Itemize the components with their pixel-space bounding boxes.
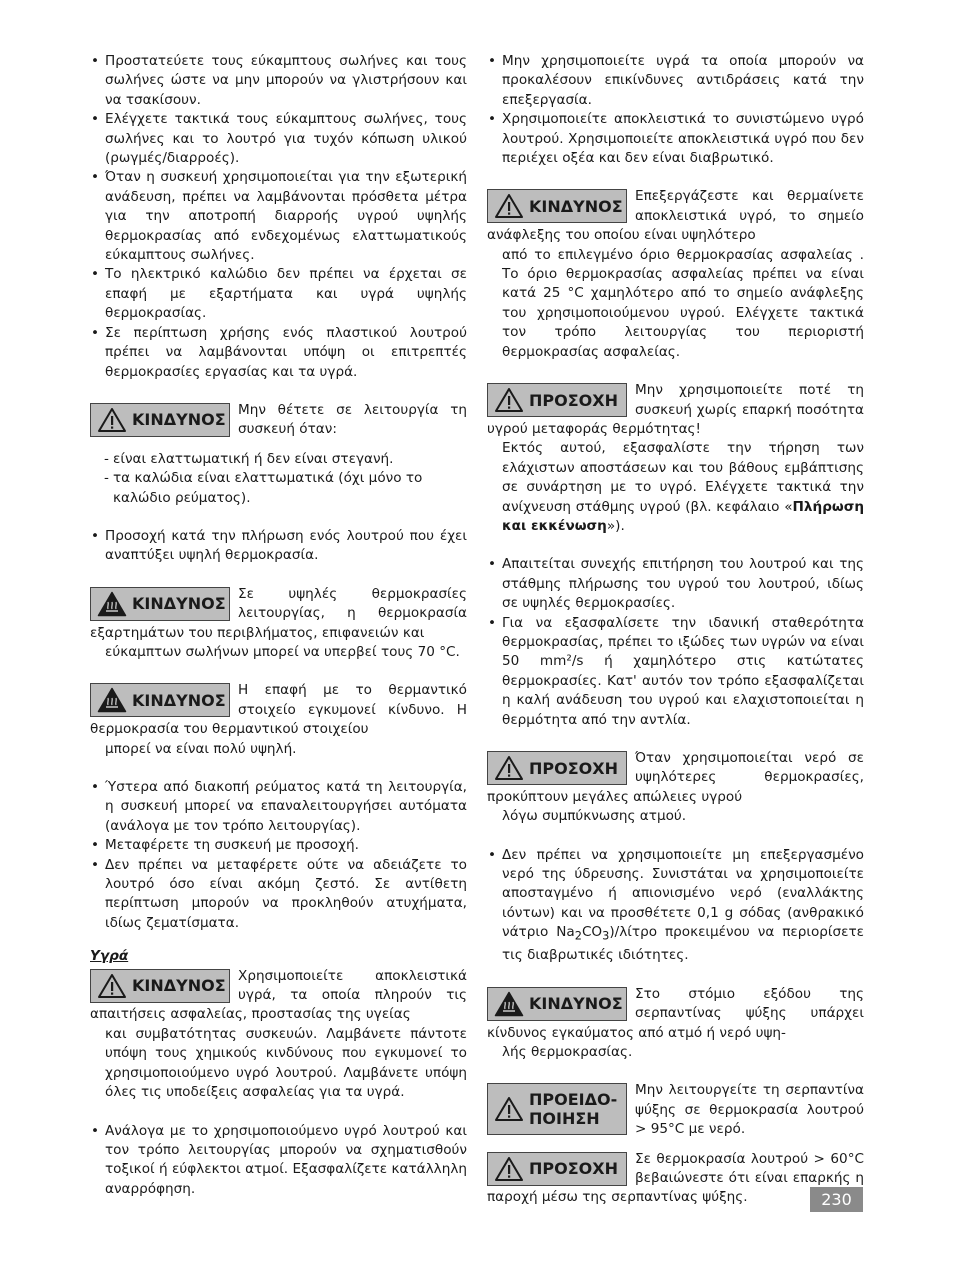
danger-notice: [90, 967, 467, 1103]
spacer: [90, 759, 467, 778]
warning-badge: [487, 1083, 627, 1135]
notice-text-continued: εύκαμπτων σωλήνων μπορεί να υπερβεί τους 70 °C.: [105, 643, 460, 660]
spacer: [90, 566, 467, 585]
spacer: [90, 662, 467, 681]
notice-text-continued: λής θερμοκρασίας.: [502, 1044, 633, 1060]
danger-badge: [90, 587, 230, 621]
badge-label: ΚΙΝΔΥΝΟΣ: [132, 976, 226, 996]
spacer: [90, 382, 467, 401]
list-item: • Για να εξασφαλίσετε την ιδανική σταθερότητα θερμοκρασίας, πρέπει το ιξώδες των υγρών να είναι 50 mm²/s ή χαμηλότερο στις κατώτατες θερμοκρασίες. Κατ' αυτόν τον τρόπο εξασφαλίζεται η καλή ανάδευση του υγρού και ελαχιστοποιείται η θερμότητα από την αντλία.: [487, 614, 864, 730]
spacer: [90, 933, 467, 943]
danger-notice: [90, 585, 467, 663]
warning-triangle-icon: [494, 755, 524, 781]
warning-notice: [487, 1081, 864, 1139]
list-item: • Προστατεύετε τους εύκαμπτους σωλήνες και τους σωλήνες ώστε να μην μπορούν να γλιστρήσουν και να τσακίσουν.: [90, 52, 467, 110]
spacer: [487, 362, 864, 381]
bullet-list: [90, 778, 467, 933]
bullet-list: [90, 1122, 467, 1200]
text-part: CO: [581, 924, 603, 941]
warning-triangle-icon: [494, 193, 524, 219]
notice-text-part: Εκτός αυτού, εξασφαλίστε την τήρηση των ελάχιστων αποστάσεων και του βάθους εμβάπτισης σε συνάρτηση με το υγρό. Ελέγχετε τακτικά την ανίχνευση στάθμης υγρού (βλ. κεφάλαιο «: [502, 440, 864, 515]
notice-text-continued: λόγω συμπύκνωσης ατμού.: [502, 808, 687, 825]
badge-label: ΠΡΟΣΟΧΗ: [529, 758, 618, 778]
notice-text: Μην χρησιμοποιείτε ποτέ τη συσκευή χωρίς επαρκή ποσότητα υγρού μεταφοράς θερμότητας!: [487, 382, 864, 437]
list-item: • Απαιτείται συνεχής επιτήρηση του λουτρού και της στάθμης πλήρωσης του υγρού του λουτρού, ιδίως σε υψηλές θερμοκρασίες.: [487, 555, 864, 613]
text-part: Δεν πρέπει να χρησιμοποιείτε μη επεξεργασμένο νερό της ύδρευσης. Συνιστάται να χρησιμοποιείτε αποσταγμένο ή απιονισμένο νερό (εναλλάκτης ιόντων) και να προσθέτετε 0,1 g σόδας (ανθρακικό νάτριο Na: [502, 846, 864, 941]
warning-triangle-icon: [97, 407, 127, 433]
notice-text-continued: [487, 439, 864, 536]
notice-text: Επεξεργάζεστε και θερμαίνετε αποκλειστικά υγρό, το σημείο ανάφλεξης του οποίου είναι υψηλότερο: [487, 188, 864, 244]
caution-badge: [487, 1152, 627, 1186]
list-item: • Όταν η συσκευή χρησιμοποιείται για την εξωτερική ανάδευση, πρέπει να λαμβάνονται πρόσθετα μέτρα για την αποτροπή διαρροής υγρού υψηλής θερμοκρασίας από ενδεχομένως ελαττωματικούς εύκαμπτους σωλήνες.: [90, 168, 467, 265]
dash-list: [90, 450, 467, 508]
text-part: )/λίτρο προκειμένου να περιορίσετε τις διαβρωτικές ιδιότητες.: [502, 924, 865, 964]
bullet-list: [90, 52, 467, 382]
notice-text-continued: από το επιλεγμένο όριο θερμοκρασίας ασφαλείας . Το όριο θερμοκρασίας ασφαλείας πρέπει να είναι κατά 25 °C χαμηλότερο από το σημείο ανάφλεξης του χρησιμοποιούμενου υγρού. Ελέγχετε τακτικά τον τρόπο λειτουργίας του περιοριστή θερμοκρασίας ασφαλείας.: [502, 246, 864, 360]
badge-label: ΠΡΟΣΟΧΗ: [529, 390, 618, 410]
bullet-list: [487, 846, 864, 966]
danger-notice: [90, 401, 467, 440]
danger-badge: [487, 189, 627, 223]
bullet-list: [487, 555, 864, 730]
caution-badge: [487, 383, 627, 417]
badge-label-line: ΠΡΟΕΙΔΟ-: [529, 1090, 618, 1110]
notice-text-part: »).: [606, 517, 625, 534]
caution-notice: [487, 1150, 864, 1208]
notice-text: Μην λειτουργείτε τη σερπαντίνα ψύξης σε θερμοκρασία λουτρού > 95°C με νερό.: [635, 1082, 864, 1138]
spacer: [487, 730, 864, 749]
caution-badge: [487, 751, 627, 785]
page-number: 230: [810, 1187, 863, 1212]
list-item: - τα καλώδια είναι ελαττωματικά (όχι μόνο το καλώδιο ρεύματος).: [104, 469, 467, 508]
spacer: [487, 1140, 864, 1150]
hot-surface-icon: [97, 591, 127, 617]
list-item: • Μην χρησιμοποιείτε υγρά τα οποία μπορούν να προκαλέσουν επικίνδυνες αντιδράσεις κατά την επεξεργασία.: [487, 52, 864, 110]
list-item: • Το ηλεκτρικό καλώδιο δεν πρέπει να έρχεται σε επαφή με εξαρτήματα και υγρά υψηλής θερμοκρασίας.: [90, 265, 467, 323]
spacer: [487, 966, 864, 985]
warning-triangle-icon: [494, 387, 524, 413]
list-item: [487, 846, 864, 966]
section-heading: Υγρά: [90, 948, 129, 965]
list-item: • Μεταφέρετε τη συσκευή με προσοχή.: [90, 836, 467, 855]
badge-label: ΚΙΝΔΥΝΟΣ: [132, 690, 226, 710]
list-item: • Ανάλογα με το χρησιμοποιούμενο υγρό λουτρού και τον τρόπο λειτουργίας μπορούν να σχηματισθούν τοξικοί ή εύφλεκτοι ατμοί. Εξασφαλίζετε κατάλληλη αναρρόφηση.: [90, 1122, 467, 1200]
notice-text-continued: και συμβατότητας συσκευών. Λαμβάνετε πάντοτε υπόψη τους χημικούς κινδύνους που εγκυμονεί το χρησιμοποιούμενο υγρό λουτρού. Λαμβάνετε υπόψη όλες τις υποδείξεις ασφαλείας για τα υγρά.: [105, 1025, 467, 1101]
notice-text: Σε υψηλές θερμοκρασίες λειτουργίας, η θερμοκρασία εξαρτημάτων του περιβλήματος, επιφανειών και: [90, 585, 467, 641]
danger-notice: [487, 187, 864, 362]
spacer: [487, 1062, 864, 1081]
chapter-reference: Πλήρωση και εκκένωση: [502, 498, 864, 534]
notice-text: Στο στόμιο εξόδου της σερπαντίνας ψύξης υπάρχει κίνδυνος εγκαύματος από ατμό ή νερό υψη-: [487, 985, 864, 1041]
notice-text: Σε θερμοκρασία λουτρού > 60°C βεβαιώνεστε ότι είναι επαρκής η παροχή μέσω της σερπαντίνας ψύξης.: [487, 1150, 864, 1206]
hot-surface-icon: [494, 991, 524, 1017]
subscript: 3: [602, 928, 610, 943]
list-item: • Δεν πρέπει να μεταφέρετε ούτε να αδειάζετε το λουτρό όσο είναι ακόμη ζεστό. Σε αντίθετη περίπτωση μπορούν να προκληθούν ατυχήματα, ιδίως ζεματίσματα.: [90, 856, 467, 934]
list-item: • Ελέγχετε τακτικά τους εύκαμπτους σωλήνες, τους σωλήνες και το λουτρό για τυχόν κόπωση υλικού (ρωγμές/διαρροές).: [90, 110, 467, 168]
badge-label: [529, 1090, 617, 1128]
danger-badge: [487, 987, 627, 1021]
notice-text: Όταν χρησιμοποιείται νερό σε υψηλότερες θερμοκρασίες, προκύπτουν μεγάλες απώλειες υγρού: [487, 750, 864, 805]
badge-label: ΚΙΝΔΥΝΟΣ: [529, 994, 623, 1014]
danger-badge: [90, 969, 230, 1003]
spacer: [90, 508, 467, 527]
notice-text: Μην θέτετε σε λειτουργία τη συσκευή όταν:: [238, 401, 467, 438]
badge-label-line: ΠΟΙΗΣΗ: [529, 1109, 600, 1129]
right-column: [487, 52, 864, 1208]
spacer: [487, 827, 864, 846]
list-item: • Χρησιμοποιείτε αποκλειστικά το συνιστώμενο υγρό λουτρού. Χρησιμοποιείτε αποκλειστικά υγρό που δεν περιέχει οξέα και δεν είναι διαβρωτικό.: [487, 110, 864, 168]
badge-label: ΚΙΝΔΥΝΟΣ: [132, 410, 226, 430]
spacer: [90, 1103, 467, 1122]
spacer: [487, 536, 864, 555]
spacer: [487, 168, 864, 187]
danger-badge: [90, 683, 230, 717]
caution-notice: [487, 381, 864, 536]
danger-badge: [90, 403, 230, 437]
badge-label: ΠΡΟΣΟΧΗ: [529, 1159, 618, 1179]
subscript: 2: [574, 928, 582, 943]
left-column: [90, 52, 467, 1199]
caution-notice: [487, 749, 864, 827]
notice-text: Χρησιμοποιείτε αποκλειστικά υγρά, τα οποία πληρούν τις απαιτήσεις ασφαλείας, προστασίας της υγείας: [90, 967, 467, 1023]
list-item: • Σε περίπτωση χρήσης ενός πλαστικού λουτρού πρέπει να λαμβάνονται υπόψη οι επιτρεπτές θερμοκρασίες εργασίας και τα υγρά.: [90, 324, 467, 382]
warning-triangle-icon: [494, 1096, 524, 1122]
badge-label: ΚΙΝΔΥΝΟΣ: [132, 594, 226, 614]
list-item: - είναι ελαττωματική ή δεν είναι στεγανή.: [104, 450, 467, 469]
hot-surface-icon: [97, 687, 127, 713]
danger-notice: [487, 985, 864, 1063]
warning-triangle-icon: [97, 973, 127, 999]
bullet-list: [90, 527, 467, 566]
badge-label: ΚΙΝΔΥΝΟΣ: [529, 196, 623, 216]
list-item: • Ύστερα από διακοπή ρεύματος κατά τη λειτουργία, η συσκευή μπορεί να επαναλειτουργήσει αυτόματα (ανάλογα με τον τρόπο λειτουργίας).: [90, 778, 467, 836]
warning-triangle-icon: [494, 1156, 524, 1182]
list-item: • Προσοχή κατά την πλήρωση ενός λουτρού που έχει αναπτύξει υψηλή θερμοκρασία.: [90, 527, 467, 566]
spacer: [90, 440, 467, 450]
danger-notice: [90, 681, 467, 759]
notice-text: Η επαφή με το θερμαντικό στοιχείο εγκυμονεί κίνδυνο. Η θερμοκρασία του θερμαντικού στοιχείου: [90, 682, 467, 738]
bullet-list: [487, 52, 864, 168]
notice-text-continued: μπορεί να είναι πολύ υψηλή.: [105, 740, 297, 757]
